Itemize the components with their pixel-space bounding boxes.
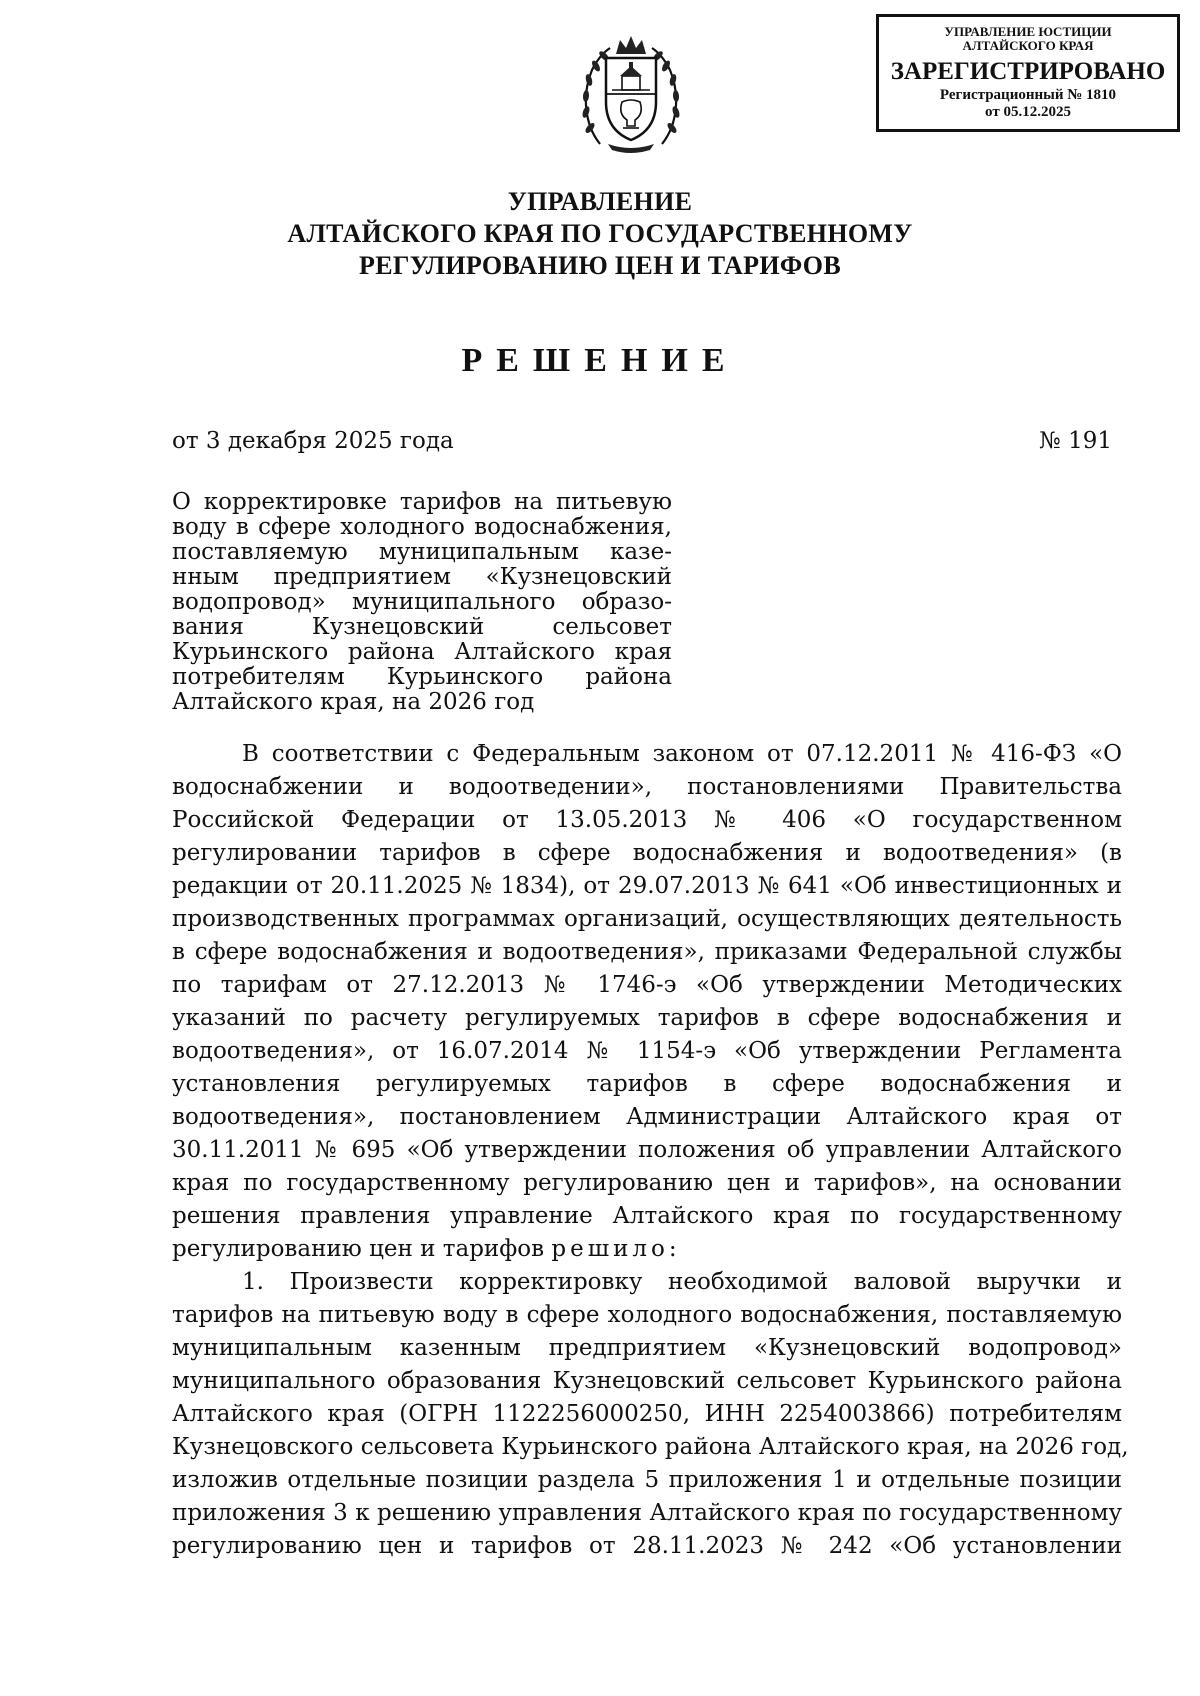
subject-line: Курьинского района Алтайского края (172, 639, 672, 665)
preamble-final-colon: : (668, 1236, 677, 1262)
preamble-line: водоотведения», постановлением Администрации Алтайского края от (172, 1104, 1122, 1130)
stamp-reg-date: от 05.12.2025 (985, 104, 1071, 120)
preamble-line: Российской Федерации от 13.05.2013 № 406 «О государственном (172, 807, 1122, 833)
preamble-line: установления регулируемых тарифов в сфере водоснабжения и (172, 1071, 1122, 1097)
preamble-line: решения правления управление Алтайского края по государственному (172, 1203, 1122, 1229)
subject-line: потребителям Курьинского района (172, 664, 672, 690)
item1-line: муниципального образования Кузнецовский сельсовет Курьинского района (172, 1368, 1122, 1394)
preamble-line: водоснабжении и водоотведении», постановлениями Правительства (172, 774, 1122, 800)
subject-line: нным предприятием «Кузнецовский (172, 564, 672, 590)
document-type: РЕШЕНИЕ (461, 342, 739, 379)
stamp-reg-number: Регистрационный № 1810 (939, 87, 1117, 103)
decision-body (172, 738, 1129, 1563)
subject-line: воду в сфере холодного водоснабжения, (172, 514, 672, 540)
stamp-agency: УПРАВЛЕНИЕ ЮСТИЦИИ АЛТАЙСКОГО КРАЯ (944, 24, 1112, 53)
altai-krai-coat-of-arms-icon (578, 32, 684, 154)
authority-line: УПРАВЛЕНИЕ (507, 187, 693, 216)
subject-line: Алтайского края, на 2026 год (172, 689, 535, 715)
authority-line: РЕГУЛИРОВАНИЮ ЦЕН И ТАРИФОВ (359, 251, 841, 280)
preamble-line: 30.11.2011 № 695 «Об утверждении положения об управлении Алтайского (172, 1137, 1122, 1163)
item1-line: муниципальным казенным предприятием «Кузнецовский водопровод» (172, 1335, 1122, 1361)
preamble-line: производственных программах организаций, осуществляющих деятельность (172, 906, 1122, 932)
item1-line: регулированию цен и тарифов от 28.11.2023 № 242 «Об установлении (172, 1533, 1122, 1559)
preamble-line: в сфере водоснабжения и водоотведения», приказами Федеральной службы (172, 939, 1122, 965)
registration-stamp (876, 14, 1180, 132)
issuing-authority (0, 186, 1200, 282)
preamble-line: В соответствии с Федеральным законом от 07.12.2011 № 416-ФЗ «О (242, 741, 1122, 767)
item1-line: приложения 3 к решению управления Алтайского края по государственному (172, 1500, 1122, 1526)
subject-line: поставляемую муниципальным казе- (172, 539, 672, 565)
resolution-word: решило (551, 1236, 669, 1262)
authority-line: АЛТАЙСКОГО КРАЯ ПО ГОСУДАРСТВЕННОМУ (287, 219, 913, 248)
decision-number: № 191 (1039, 428, 1112, 454)
stamp-status: ЗАРЕГИСТРИРОВАНО (890, 58, 1166, 85)
preamble-line: водоотведения», от 16.07.2014 № 1154-э «Об утверждении Регламента (172, 1038, 1122, 1064)
decision-subject (172, 490, 672, 715)
decision-date: от 3 декабря 2025 года (172, 428, 454, 454)
subject-line: водопровод» муниципального образо- (172, 589, 672, 615)
item1-line: тарифов на питьевую воду в сфере холодного водоснабжения, поставляемую (172, 1302, 1122, 1328)
preamble-line: указаний по расчету регулируемых тарифов в сфере водоснабжения и (172, 1005, 1122, 1031)
item1-line: Алтайского края (ОГРН 1122256000250, ИНН 2254003866) потребителям (172, 1401, 1122, 1427)
item1-line: изложив отдельные позиции раздела 5 приложения 1 и отдельные позиции (172, 1467, 1122, 1493)
item1-line: Кузнецовского сельсовета Курьинского района Алтайского края, на 2026 год, (172, 1434, 1129, 1460)
preamble-line: края по государственному регулированию цен и тарифов», на основании (172, 1170, 1122, 1196)
subject-line: вания Кузнецовский сельсовет (172, 614, 672, 640)
preamble-line: регулировании тарифов в сфере водоснабжения и водоотведения» (в (172, 840, 1122, 866)
preamble-final-text: регулированию цен и тарифов (172, 1236, 552, 1262)
item1-line: 1. Произвести корректировку необходимой валовой выручки и (242, 1269, 1122, 1295)
preamble-line: по тарифам от 27.12.2013 № 1746-э «Об утверждении Методических (172, 972, 1122, 998)
subject-line: О корректировке тарифов на питьевую (172, 489, 672, 515)
preamble-final-line (172, 1233, 1122, 1266)
preamble-line: редакции от 20.11.2025 № 1834), от 29.07.2013 № 641 «Об инвестиционных и (172, 873, 1122, 899)
